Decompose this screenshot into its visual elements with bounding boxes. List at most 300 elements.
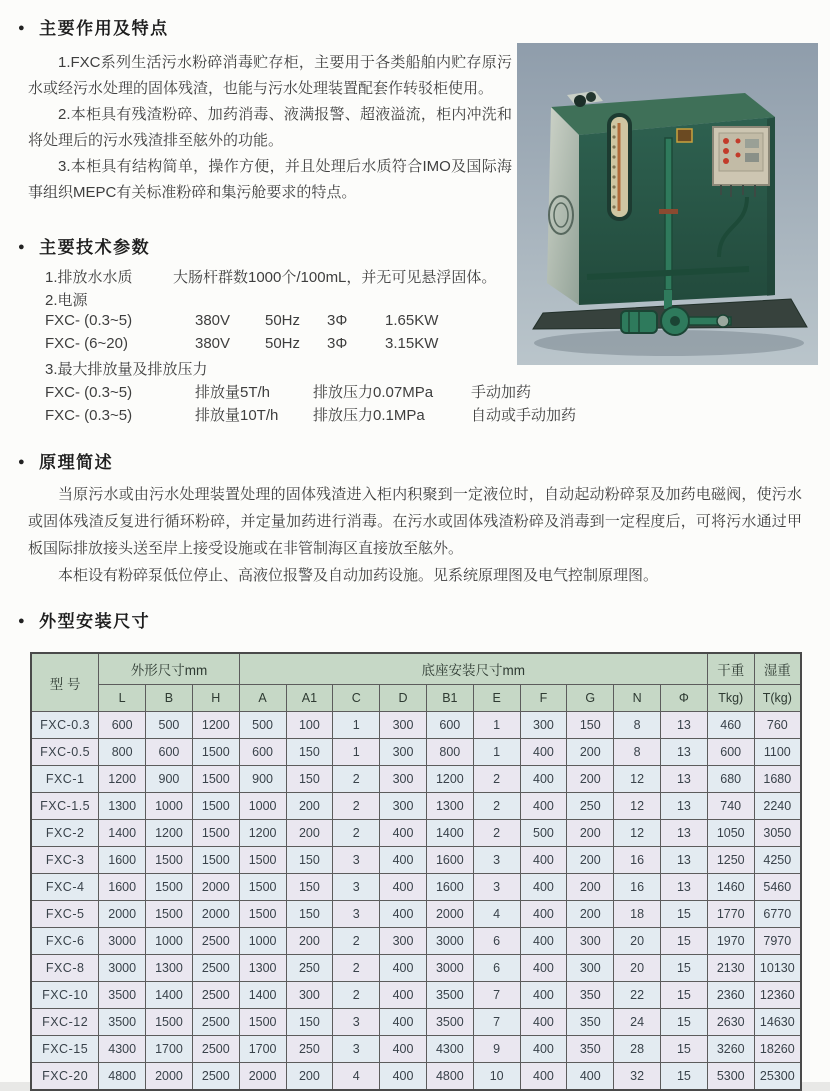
- table-cell: 1400: [99, 820, 146, 847]
- model-cell: FXC-20: [31, 1063, 99, 1091]
- table-cell: 150: [286, 1009, 333, 1036]
- bullet-icon: ●: [18, 455, 27, 468]
- table-cell: 20: [614, 955, 661, 982]
- features-paragraphs: [28, 50, 512, 206]
- table-cell: 3: [333, 847, 380, 874]
- parameter-value: 大肠杆群数1000个/100mL，并无可见悬浮固体。: [173, 269, 497, 286]
- table-cell: 600: [146, 739, 193, 766]
- table-cell: 4300: [99, 1036, 146, 1063]
- parameters-lines: [45, 266, 577, 427]
- table-cell: 400: [520, 928, 567, 955]
- parameter-value: 排放压力0.1MPa: [313, 407, 425, 424]
- table-cell: 4: [473, 901, 520, 928]
- table-header-cell: F: [520, 685, 567, 712]
- table-cell: 1250: [707, 847, 754, 874]
- table-cell: 15: [661, 955, 708, 982]
- table-cell: 760: [754, 712, 801, 739]
- table-cell: 13: [661, 793, 708, 820]
- table-cell: 2000: [192, 901, 239, 928]
- table-cell: 740: [707, 793, 754, 820]
- table-cell: 600: [239, 739, 286, 766]
- table-cell: 2000: [99, 901, 146, 928]
- table-cell: 1600: [426, 847, 473, 874]
- table-cell: 1400: [239, 982, 286, 1009]
- table-cell: 2500: [192, 1063, 239, 1091]
- table-cell: 18: [614, 901, 661, 928]
- table-cell: 1460: [707, 874, 754, 901]
- section-heading-principle: [18, 448, 113, 473]
- table-cell: 1700: [146, 1036, 193, 1063]
- model-cell: FXC-0.3: [31, 712, 99, 739]
- table-header-cell: L: [99, 685, 146, 712]
- table-cell: 350: [567, 1036, 614, 1063]
- table-cell: 2630: [707, 1009, 754, 1036]
- parameter-value: 手动加药: [471, 384, 532, 401]
- table-cell: 3: [473, 874, 520, 901]
- bullet-icon: ●: [18, 21, 27, 34]
- table-cell: 4250: [754, 847, 801, 874]
- parameter-value: FXC- (0.3~5): [45, 312, 133, 329]
- model-cell: FXC-4: [31, 874, 99, 901]
- table-cell: 15: [661, 982, 708, 1009]
- table-cell: 1500: [146, 847, 193, 874]
- table-cell: 800: [99, 739, 146, 766]
- table-cell: 13: [661, 766, 708, 793]
- table-header-group: 底座安装尺寸mm: [239, 653, 707, 685]
- table-cell: 1200: [192, 712, 239, 739]
- table-cell: 7970: [754, 928, 801, 955]
- parameter-value: 50Hz: [265, 312, 301, 329]
- table-cell: 28: [614, 1036, 661, 1063]
- table-row: [31, 874, 801, 901]
- dimensions-title: 外型安装尺寸: [39, 612, 151, 631]
- parameter-line: [45, 335, 565, 358]
- table-header-cell: B: [146, 685, 193, 712]
- table-header-group: 湿重: [754, 653, 801, 685]
- table-cell: 400: [380, 982, 427, 1009]
- parameter-value: 1.排放水水质: [45, 269, 133, 286]
- table-cell: 400: [380, 1036, 427, 1063]
- table-cell: 3500: [426, 1009, 473, 1036]
- table-cell: 1050: [707, 820, 754, 847]
- table-cell: 2: [333, 982, 380, 1009]
- table-cell: 2500: [192, 982, 239, 1009]
- parameter-value: FXC- (0.3~5): [45, 384, 133, 401]
- model-cell: FXC-6: [31, 928, 99, 955]
- table-cell: 600: [426, 712, 473, 739]
- model-cell: FXC-15: [31, 1036, 99, 1063]
- section-heading-dimensions: [18, 607, 150, 632]
- table-cell: 12360: [754, 982, 801, 1009]
- table-cell: 300: [380, 712, 427, 739]
- table-cell: 3000: [99, 928, 146, 955]
- table-cell: 400: [380, 1009, 427, 1036]
- model-cell: FXC-1.5: [31, 793, 99, 820]
- table-cell: 150: [567, 712, 614, 739]
- table-cell: 1600: [99, 874, 146, 901]
- features-title: 主要作用及特点: [39, 19, 169, 38]
- table-cell: 10130: [754, 955, 801, 982]
- table-cell: 1680: [754, 766, 801, 793]
- table-cell: 8: [614, 739, 661, 766]
- table-cell: 1200: [99, 766, 146, 793]
- table-cell: 800: [426, 739, 473, 766]
- table-cell: 1300: [426, 793, 473, 820]
- table-cell: 300: [567, 928, 614, 955]
- table-cell: 4300: [426, 1036, 473, 1063]
- table-cell: 1: [333, 739, 380, 766]
- table-cell: 300: [380, 928, 427, 955]
- table-cell: 4: [333, 1063, 380, 1091]
- table-cell: 2: [473, 820, 520, 847]
- table-cell: 9: [473, 1036, 520, 1063]
- table-row: [31, 712, 801, 739]
- table-cell: 400: [520, 955, 567, 982]
- table-cell: 2000: [146, 1063, 193, 1091]
- feature-paragraph: 3.本柜具有结构简单，操作方便，并且处理后水质符合IMO及国际海事组织MEPC有关标准粉碎和集污舱要求的特点。: [28, 158, 512, 201]
- table-cell: 16: [614, 874, 661, 901]
- table-cell: 1500: [239, 901, 286, 928]
- table-cell: 300: [380, 766, 427, 793]
- table-cell: 200: [567, 901, 614, 928]
- table-cell: 150: [286, 739, 333, 766]
- table-cell: 300: [567, 955, 614, 982]
- table-cell: 1300: [146, 955, 193, 982]
- parameter-value: 3Φ: [327, 312, 348, 329]
- table-cell: 15: [661, 901, 708, 928]
- table-cell: 18260: [754, 1036, 801, 1063]
- table-header-cell: H: [192, 685, 239, 712]
- model-cell: FXC-5: [31, 901, 99, 928]
- table-row: [31, 847, 801, 874]
- table-cell: 2: [333, 955, 380, 982]
- table-row: [31, 1063, 801, 1091]
- table-cell: 12: [614, 793, 661, 820]
- table-cell: 13: [661, 739, 708, 766]
- table-cell: 3500: [426, 982, 473, 1009]
- table-row: [31, 982, 801, 1009]
- table-cell: 24: [614, 1009, 661, 1036]
- parameter-value: 3.最大排放量及排放压力: [45, 361, 208, 378]
- table-header-model: 型 号: [31, 653, 99, 712]
- principle-title: 原理简述: [39, 453, 114, 472]
- table-header-cell: A1: [286, 685, 333, 712]
- table-cell: 13: [661, 820, 708, 847]
- table-header-cell: C: [333, 685, 380, 712]
- table-header-cell: D: [380, 685, 427, 712]
- table-cell: 400: [380, 847, 427, 874]
- model-cell: FXC-10: [31, 982, 99, 1009]
- table-cell: 6: [473, 928, 520, 955]
- table-cell: 300: [380, 739, 427, 766]
- table-cell: 600: [707, 739, 754, 766]
- bullet-icon: ●: [18, 614, 27, 627]
- dimensions-table: [30, 652, 802, 1091]
- table-row: [31, 1036, 801, 1063]
- table-cell: 1500: [239, 874, 286, 901]
- table-header-group: 干重: [707, 653, 754, 685]
- table-cell: 3000: [99, 955, 146, 982]
- table-cell: 1200: [239, 820, 286, 847]
- parameter-line: [45, 381, 565, 404]
- table-cell: 2: [473, 766, 520, 793]
- table-cell: 1700: [239, 1036, 286, 1063]
- table-row: [31, 793, 801, 820]
- table-row: [31, 901, 801, 928]
- table-header-cell: E: [473, 685, 520, 712]
- table-cell: 6: [473, 955, 520, 982]
- table-cell: 5300: [707, 1063, 754, 1091]
- table-cell: 150: [286, 901, 333, 928]
- parameter-value: 自动或手动加药: [471, 407, 577, 424]
- table-cell: 350: [567, 982, 614, 1009]
- table-cell: 400: [520, 874, 567, 901]
- principle-paragraph: 本柜设有粉碎泵低位停止、高液位报警及自动加药设施。见系统原理图及电气控制原理图。: [58, 567, 659, 584]
- model-cell: FXC-1: [31, 766, 99, 793]
- section-heading-parameters: [18, 233, 150, 258]
- table-cell: 400: [380, 820, 427, 847]
- table-cell: 1500: [192, 766, 239, 793]
- parameter-value: 3Φ: [327, 335, 348, 352]
- table-cell: 20: [614, 928, 661, 955]
- model-cell: FXC-3: [31, 847, 99, 874]
- table-cell: 12: [614, 766, 661, 793]
- table-cell: 400: [380, 874, 427, 901]
- table-cell: 2130: [707, 955, 754, 982]
- table-cell: 1400: [426, 820, 473, 847]
- parameter-value: 排放量10T/h: [195, 407, 279, 424]
- parameter-value: 380V: [195, 335, 231, 352]
- table-cell: 1500: [192, 739, 239, 766]
- table-cell: 2000: [426, 901, 473, 928]
- table-cell: 2500: [192, 955, 239, 982]
- table-cell: 900: [146, 766, 193, 793]
- parameter-line: [45, 289, 565, 312]
- table-cell: 600: [99, 712, 146, 739]
- table-cell: 300: [380, 793, 427, 820]
- table-cell: 3260: [707, 1036, 754, 1063]
- table-row: [31, 955, 801, 982]
- table-cell: 400: [520, 1009, 567, 1036]
- table-cell: 1600: [426, 874, 473, 901]
- table-cell: 1200: [146, 820, 193, 847]
- table-cell: 1000: [146, 928, 193, 955]
- table-cell: 200: [567, 820, 614, 847]
- table-cell: 200: [567, 847, 614, 874]
- table-cell: 500: [239, 712, 286, 739]
- table-cell: 2: [333, 820, 380, 847]
- table-cell: 1200: [426, 766, 473, 793]
- section-heading-features: [18, 14, 169, 39]
- table-cell: 32: [614, 1063, 661, 1091]
- table-cell: 2500: [192, 1009, 239, 1036]
- table-cell: 1500: [239, 847, 286, 874]
- table-cell: 350: [567, 1009, 614, 1036]
- table-cell: 1300: [239, 955, 286, 982]
- table-cell: 200: [286, 928, 333, 955]
- table-cell: 500: [146, 712, 193, 739]
- table-cell: 200: [567, 874, 614, 901]
- table-cell: 150: [286, 766, 333, 793]
- table-cell: 1: [473, 739, 520, 766]
- table-header-cell: N: [614, 685, 661, 712]
- model-cell: FXC-8: [31, 955, 99, 982]
- table-cell: 2000: [192, 874, 239, 901]
- table-cell: 7: [473, 982, 520, 1009]
- feature-paragraph: 1.FXC系列生活污水粉碎消毒贮存柜，主要用于各类船舶内贮存原污水或经污水处理的固体残渣，也能与污水处理装置配套作转驳柜使用。: [28, 54, 512, 97]
- table-cell: 13: [661, 874, 708, 901]
- table-cell: 3: [473, 847, 520, 874]
- table-cell: 2: [333, 928, 380, 955]
- model-cell: FXC-0.5: [31, 739, 99, 766]
- table-header-cell: A: [239, 685, 286, 712]
- bullet-icon: ●: [18, 240, 27, 253]
- principle-paragraph: 当原污水或由污水处理装置处理的固体残渣进入柜内积聚到一定液位时，自动起动粉碎泵及加药电磁阀，使污水或固体残渣反复进行循环粉碎，并定量加药进行消毒。在污水或固体残渣粉碎及消毒到一定程度后，可将污水通过甲板国际排放接头送至岸上接受设施或在非管制海区直接放至舷外。: [28, 486, 802, 557]
- table-cell: 1000: [146, 793, 193, 820]
- table-cell: 25300: [754, 1063, 801, 1091]
- table-cell: 13: [661, 847, 708, 874]
- table-cell: 1100: [754, 739, 801, 766]
- table-cell: 1: [473, 712, 520, 739]
- parameter-value: 排放压力0.07MPa: [313, 384, 434, 401]
- table-row: [31, 766, 801, 793]
- table-cell: 15: [661, 1036, 708, 1063]
- table-cell: 3500: [99, 1009, 146, 1036]
- parameter-value: FXC- (0.3~5): [45, 407, 133, 424]
- parameters-title: 主要技术参数: [39, 238, 151, 257]
- table-cell: 2360: [707, 982, 754, 1009]
- parameter-value: 排放量5T/h: [195, 384, 271, 401]
- table-cell: 14630: [754, 1009, 801, 1036]
- table-cell: 7: [473, 1009, 520, 1036]
- table-cell: 4800: [426, 1063, 473, 1091]
- table-cell: 3500: [99, 982, 146, 1009]
- table-cell: 2500: [192, 1036, 239, 1063]
- table-cell: 2: [333, 766, 380, 793]
- table-cell: 150: [286, 847, 333, 874]
- table-header-cell: T(kg): [754, 685, 801, 712]
- table-cell: 900: [239, 766, 286, 793]
- table-cell: 1400: [146, 982, 193, 1009]
- table-cell: 2: [473, 793, 520, 820]
- table-cell: 1500: [239, 1009, 286, 1036]
- table-cell: 150: [286, 874, 333, 901]
- table-cell: 250: [286, 955, 333, 982]
- table-cell: 1500: [192, 847, 239, 874]
- principle-paragraphs: [28, 481, 802, 589]
- table-cell: 1600: [99, 847, 146, 874]
- table-cell: 3000: [426, 955, 473, 982]
- table-cell: 400: [520, 1036, 567, 1063]
- table-header-cell: Φ: [661, 685, 708, 712]
- table-cell: 3: [333, 901, 380, 928]
- table-cell: 15: [661, 1063, 708, 1091]
- table-cell: 200: [567, 766, 614, 793]
- table-cell: 1000: [239, 793, 286, 820]
- table-cell: 400: [520, 793, 567, 820]
- model-cell: FXC-12: [31, 1009, 99, 1036]
- table-cell: 1500: [192, 820, 239, 847]
- table-cell: 16: [614, 847, 661, 874]
- table-cell: 400: [520, 739, 567, 766]
- parameter-value: 1.65KW: [385, 312, 439, 329]
- table-cell: 5460: [754, 874, 801, 901]
- table-cell: 3: [333, 1036, 380, 1063]
- table-cell: 400: [520, 982, 567, 1009]
- table-cell: 3: [333, 874, 380, 901]
- table-cell: 400: [520, 847, 567, 874]
- feature-paragraph: 2.本柜具有残渣粉碎、加药消毒、液满报警、超液溢流，柜内冲洗和将处理后的污水残渣排至舷外的功能。: [28, 106, 512, 149]
- table-header-cell: B1: [426, 685, 473, 712]
- table-cell: 680: [707, 766, 754, 793]
- table-header-cell: Tkg): [707, 685, 754, 712]
- table-cell: 2: [333, 793, 380, 820]
- table-cell: 22: [614, 982, 661, 1009]
- table-cell: 10: [473, 1063, 520, 1091]
- table-cell: 300: [286, 982, 333, 1009]
- table-cell: 400: [520, 901, 567, 928]
- table-cell: 1500: [146, 874, 193, 901]
- table-cell: 400: [380, 1063, 427, 1091]
- table-cell: 1300: [99, 793, 146, 820]
- table-cell: 250: [286, 1036, 333, 1063]
- table-cell: 1500: [146, 1009, 193, 1036]
- parameter-line: [45, 312, 565, 335]
- table-cell: 1000: [239, 928, 286, 955]
- table-cell: 200: [567, 739, 614, 766]
- table-cell: 4800: [99, 1063, 146, 1091]
- table-cell: 400: [380, 901, 427, 928]
- table-cell: 1: [333, 712, 380, 739]
- parameter-value: 50Hz: [265, 335, 301, 352]
- parameter-line: [45, 266, 565, 289]
- table-row: [31, 739, 801, 766]
- table-cell: 400: [520, 1063, 567, 1091]
- parameter-value: FXC- (6~20): [45, 335, 128, 352]
- table-cell: 460: [707, 712, 754, 739]
- table-cell: 1500: [192, 793, 239, 820]
- table-cell: 400: [567, 1063, 614, 1091]
- table-cell: 6770: [754, 901, 801, 928]
- parameter-line: [45, 404, 577, 427]
- table-cell: 3000: [426, 928, 473, 955]
- table-cell: 3: [333, 1009, 380, 1036]
- table-cell: 13: [661, 712, 708, 739]
- table-cell: 300: [520, 712, 567, 739]
- table-cell: 250: [567, 793, 614, 820]
- table-cell: 12: [614, 820, 661, 847]
- table-cell: 1770: [707, 901, 754, 928]
- table-row: [31, 820, 801, 847]
- table-cell: 500: [520, 820, 567, 847]
- table-cell: 3050: [754, 820, 801, 847]
- table-cell: 2000: [239, 1063, 286, 1091]
- table-cell: 200: [286, 820, 333, 847]
- table-cell: 200: [286, 1063, 333, 1091]
- table-cell: 1970: [707, 928, 754, 955]
- parameter-value: 3.15KW: [385, 335, 439, 352]
- table-row: [31, 928, 801, 955]
- table-cell: 400: [520, 766, 567, 793]
- table-cell: 200: [286, 793, 333, 820]
- table-cell: 1500: [146, 901, 193, 928]
- table-header-cell: G: [567, 685, 614, 712]
- table-header-group: 外形尺寸mm: [99, 653, 239, 685]
- parameter-value: 2.电源: [45, 292, 88, 309]
- table-cell: 15: [661, 1009, 708, 1036]
- table-cell: 2500: [192, 928, 239, 955]
- table-cell: 8: [614, 712, 661, 739]
